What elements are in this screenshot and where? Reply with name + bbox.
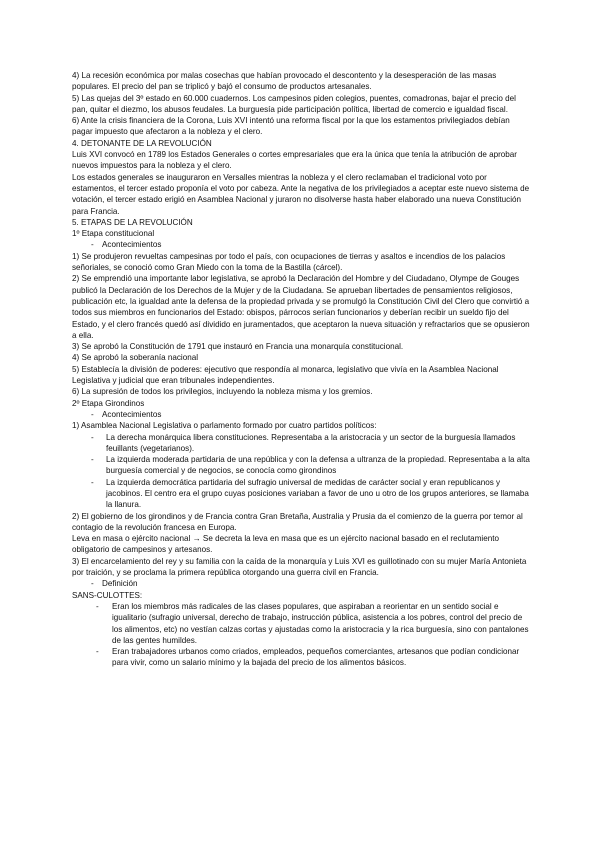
paragraph-constitucion-1791: 3) Se aprobó la Constitución de 1791 que instauró en Francia una monarquía constitucional. [72, 342, 404, 352]
paragraph-crisis: 6) Ante la crisis financiera de la Corona, Luis XVI intentó una reforma fiscal por la que los estamentos privilegiados debían pagar impuesto que afectaron a la nobleza y el clero. [72, 116, 510, 137]
paragraph-asamblea: 1) Asamblea Nacional Legislativa o parlamento formado por cuatro partidos políticos: [72, 421, 377, 431]
paragraph-supresion: 6) La supresión de todos los privilegios, incluyendo la nobleza misma y los gremios. [72, 387, 373, 397]
list-item-izquierda-democratica: - La izquierda democrática partidaria del sufragio universal de medidas de carácter social y eran republicanos y jacobinos. El centro era el grupo cuyas posiciones variaban a favor de uno u otro de los grupos anteriores, se llamaba la llanura. [72, 477, 532, 511]
paragraph-soberania: 4) Se aprobó la soberanía nacional [72, 353, 198, 363]
paragraph-revueltas: 1) Se produjeron revueltas campesinas por todo el país, con ocupaciones de tierras y asaltos e incendios de los palacios señoriales, se conoció como Gran Miedo con la toma de la Bastilla (cárcel). [72, 251, 506, 273]
paragraph-division-poderes: 5) Establecía la división de poderes: ejecutivo que respondía al monarca, legislativo que vivía en la Asamblea Nacional Legislativa y judicial que eran tribunales independientes. [72, 364, 499, 386]
paragraph-gobierno-girondinos: 2) El gobierno de los girondinos y de Francia contra Gran Bretaña, Australia y Prusia da el comienzo de la guerra por temor al contagio de la revolución francesa en Europa. [72, 511, 523, 532]
paragraph-encarcelamiento: 3) El encarcelamiento del rey y su familia con la caída de la monarquía y Luis XVI es guillotinado con su mujer María Antonieta por traición, y se proclama la primera república otorgando una guerra civil en Francia. [72, 556, 527, 578]
list-item-sans-culottes-2: - Eran trabajadores urbanos como criados, empleados, pequeños comerciantes, artesanos que podían condicionar para vivir, como un salario mínimo y la bajada del precio de los alimentos básicos. [72, 646, 532, 669]
list-item-sans-culottes-1: - Eran los miembros más radicales de las clases populares, que aspiraban a reorientar en un sentido social e igualitario (sufragio universal, derecho de trabajo, instrucción pública, asistencia a los pobres, control del precio de los alimentos, etc) no vestían calzas cortas y ajustadas como la aristocracia y la rica burguesía, sino con pantalones de las gentes humildes. [72, 601, 532, 646]
paragraph-versalles: Los estados generales se inauguraron en Versalles mientras la nobleza y el clero reclamaban el tradicional voto por estamentos, el tercer estado proponía el voto por cabeza. Ante la negativa de los privilegiados a aceptar este nuevo sistema de votación, el tercer estado erigió en Asamblea Nacional y juraron no disolverse hasta haber elaborado una nueva Constitución para Francia. [72, 172, 530, 216]
document-page [72, 70, 532, 669]
paragraph-leva: Leva en masa o ejército nacional → Se decreta la leva en masa que es un ejército nacional basado en el reclutamiento obligatorio de campesinos y artesanos. [72, 534, 499, 555]
dash-label-definicion: - Definición [72, 578, 532, 589]
subheading-etapa-constitucional: 1º Etapa constitucional [72, 229, 155, 239]
dash-label-acontecimientos-2: - Acontecimientos [72, 409, 532, 420]
paragraph-quejas: 5) Las quejas del 3º estado en 60.000 cuadernos. Los campesinos piden colegios, puentes, comadronas, bajar el precio del pan, quitar el diezmo, los abusos feudales. La burguesía pide participación política, libertad de comercio e igualdad fiscal. [72, 93, 516, 114]
list-item-derecha: - La derecha monárquica libera constituciones. Representaba a la aristocracia y un sector de la burguesía llamados feuillants (vegetarianos). [72, 432, 532, 455]
paragraph-labor-legislativa: 2) Se emprendió una importante labor legislativa, se aprobó la Declaración del Hombre y del Ciudadano, Olympe de Gouges publicó la Declaración de los Derechos de la Mujer y de la Ciudadana. Se aprueban libertades de pensamientos religiosos, publicación etc, la igualdad ante la defensa de la propiedad privada y se promulgó la Constitución Civil del Clero que convirtió a todos sus miembros en funcionarios del Estado: obispos, párrocos serían funcionarios y deberían recibir un sueldo fijo del Estado, y el clero francés quedó así dividido en juramentados, que aceptaron la nueva situación y refractarios que se opusieron a ella. [72, 274, 530, 340]
heading-etapas: 5. ETAPAS DE LA REVOLUCIÓN [72, 217, 193, 227]
heading-detonante: 4. DETONANTE DE LA REVOLUCIÓN [72, 138, 212, 148]
heading-sans-culottes: SANS-CULOTTES: [72, 590, 143, 600]
subheading-etapa-girondinos: 2º Etapa Girondinos [72, 398, 145, 408]
paragraph-recesion: 4) La recesión económica por malas cosechas que habían provocado el descontento y la desesperación de las masas populares. El precio del pan se triplicó y bajó el consumo de productos artesanales. [72, 71, 497, 92]
paragraph-estados-generales: Luis XVI convocó en 1789 los Estados Generales o cortes empresariales que era la única que tenía la atribución de aprobar nuevos impuestos para la nobleza y el clero. [72, 150, 517, 171]
dash-label-acontecimientos: - Acontecimientos [72, 239, 532, 250]
list-item-izquierda-moderada: - La izquierda moderada partidaria de una república y con la defensa a ultranza de la propiedad. Representaba a la alta burguesía comercial y de negocios, se conocía como girondinos [72, 454, 532, 477]
